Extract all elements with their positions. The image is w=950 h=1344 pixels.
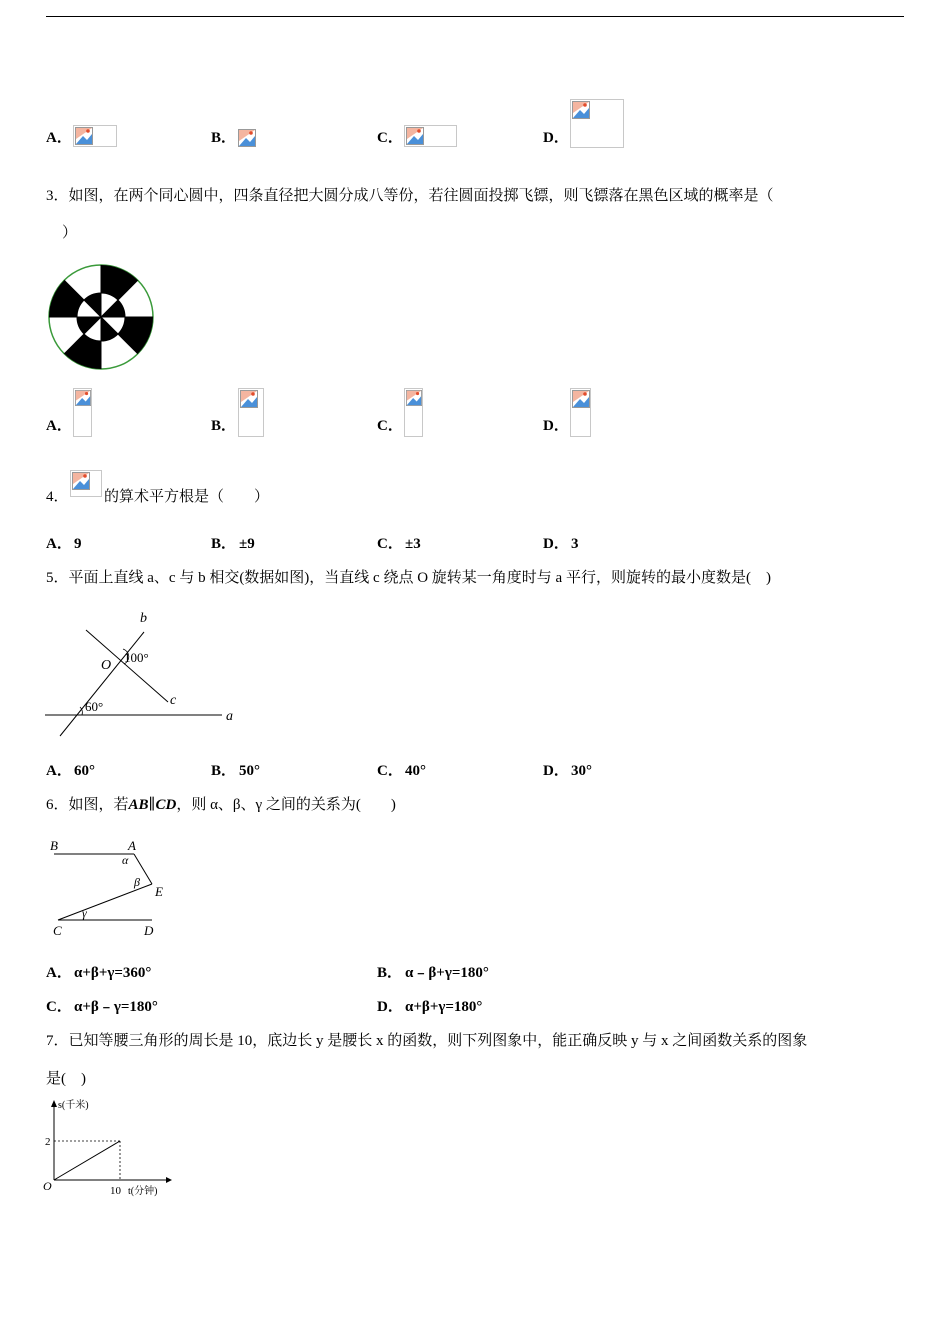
q5-option-a-label: A． <box>46 763 72 779</box>
q6-label-c: C <box>53 923 62 938</box>
q3-diameters <box>49 265 153 369</box>
q7-x-axis-arrow <box>166 1177 172 1183</box>
q6-parallel-symbol: ∥ <box>148 797 156 813</box>
q6-option-d-value: α+β+γ=180° <box>405 999 483 1015</box>
q6-stem <box>46 795 396 815</box>
header-rule <box>46 16 904 17</box>
q7-y-tick-2: 2 <box>45 1136 51 1148</box>
q6-ab: AB <box>128 797 149 813</box>
q5-angle-60: 60° <box>85 699 104 714</box>
q5-option-b-value: 50° <box>239 763 260 779</box>
q6-parallel-lines-figure <box>44 836 174 942</box>
q6-option-c-value: α+β﹣γ=180° <box>74 999 158 1015</box>
q4-option-c-label: C． <box>377 536 403 552</box>
q2-option-b-label: B． <box>211 130 237 146</box>
q6-cd: CD <box>155 797 177 813</box>
q6-label-gamma: γ <box>82 906 87 920</box>
q5-stem: 5．平面上直线 a、c 与 b 相交(数据如图)，当直线 c 绕点 O 旋转某一角度时与 a 平行，则旋转的最小度数是( ) <box>46 570 771 586</box>
q4-expression-image <box>70 470 102 497</box>
q3-option-c-label: C． <box>377 418 403 434</box>
q6-option-c-label: C． <box>46 999 72 1015</box>
q4-option-d-label: D． <box>543 536 569 552</box>
q6-label-d: D <box>144 923 154 938</box>
q6-label-a: A <box>128 838 136 853</box>
q6-stem-suffix: ，则 α、β、γ 之间的关系为( ) <box>176 797 396 813</box>
broken-image-icon <box>572 101 590 119</box>
q3-option-d-image <box>570 388 591 437</box>
q7-y-axis-arrow <box>51 1100 57 1107</box>
q5-label-o: O <box>101 658 112 673</box>
q6-option-d-label: D． <box>377 999 403 1015</box>
q6-option-b-value: α﹣β+γ=180° <box>405 965 489 981</box>
q7-stem-line1: 7．已知等腰三角形的周长是 10，底边长 y 是腰长 x 的函数，则下列图象中，能正确反映 y 与 x 之间函数关系的图象 <box>46 1033 808 1049</box>
q5-lines-figure <box>40 604 250 744</box>
q4-number: 4． <box>46 489 69 505</box>
q5-option-c-label: C． <box>377 763 403 779</box>
q5-line-b <box>60 632 144 736</box>
broken-image-icon <box>75 127 93 145</box>
q4-option-b-label: B． <box>211 536 237 552</box>
broken-image-icon <box>72 472 90 490</box>
broken-image-icon <box>75 390 91 406</box>
broken-image-icon <box>240 390 258 408</box>
q4-option-b-value: ±9 <box>239 536 255 552</box>
q5-option-d-label: D． <box>543 763 569 779</box>
q7-x-tick-10: 10 <box>110 1185 121 1197</box>
q2-option-c-label: C． <box>377 130 403 146</box>
q6-option-a-value: α+β+γ=360° <box>74 965 152 981</box>
q5-option-c-value: 40° <box>405 763 426 779</box>
q3-option-c-image <box>404 388 423 437</box>
q7-origin-label: O <box>43 1179 52 1193</box>
q5-option-b-label: B． <box>211 763 237 779</box>
q4-option-d-value: 3 <box>571 536 579 552</box>
q5-angle-100: 100° <box>124 650 149 665</box>
q2-option-d-image <box>570 99 624 148</box>
broken-image-icon <box>238 129 256 147</box>
q3-stem-line2: ） <box>62 225 78 241</box>
q3-stem-line1: 3．如图，在两个同心圆中，四条直径把大圆分成八等份，若往圆面投掷飞镖，则飞镖落在黑色区域的概率是（ <box>46 188 774 204</box>
q4-option-a-label: A． <box>46 536 72 552</box>
q3-option-a-image <box>73 388 92 437</box>
q2-option-a-image <box>73 125 117 147</box>
broken-image-icon <box>406 390 422 406</box>
q3-option-b-label: B． <box>211 418 237 434</box>
q3-concentric-circles-figure <box>46 263 156 373</box>
q2-option-d-label: D． <box>543 130 569 146</box>
q3-option-a-label: A． <box>46 418 72 434</box>
q4-option-c-value: ±3 <box>405 536 421 552</box>
q7-graph-figure <box>40 1094 175 1204</box>
q6-label-alpha: α <box>122 853 129 867</box>
q5-label-c: c <box>170 693 177 708</box>
q7-graph-line <box>54 1141 120 1180</box>
q3-option-b-image <box>238 388 264 437</box>
broken-image-icon <box>572 390 590 408</box>
q5-label-b: b <box>140 611 147 626</box>
q2-option-b-image <box>238 129 256 147</box>
q5-label-a: a <box>226 709 233 724</box>
q5-option-d-value: 30° <box>571 763 592 779</box>
q4-stem: 的算术平方根是（ ） <box>104 489 270 505</box>
q7-x-label: t(分钟) <box>128 1186 158 1197</box>
q2-option-c-image <box>404 125 457 147</box>
q6-segment-ec <box>58 884 152 920</box>
q2-option-a-label: A． <box>46 130 72 146</box>
q6-label-e: E <box>155 884 163 899</box>
q6-label-b: B <box>50 838 58 853</box>
q6-label-beta: β <box>134 875 140 889</box>
q3-option-d-label: D． <box>543 418 569 434</box>
q6-stem-prefix: 6．如图，若 <box>46 797 129 813</box>
q6-option-a-label: A． <box>46 965 72 981</box>
q7-y-label: s(千米) <box>58 1100 89 1111</box>
q7-stem-line2: 是( ) <box>46 1071 86 1087</box>
q6-option-b-label: B． <box>377 965 403 981</box>
q5-option-a-value: 60° <box>74 763 95 779</box>
q4-option-a-value: 9 <box>74 536 82 552</box>
q5-line-c <box>86 630 168 702</box>
broken-image-icon <box>406 127 424 145</box>
